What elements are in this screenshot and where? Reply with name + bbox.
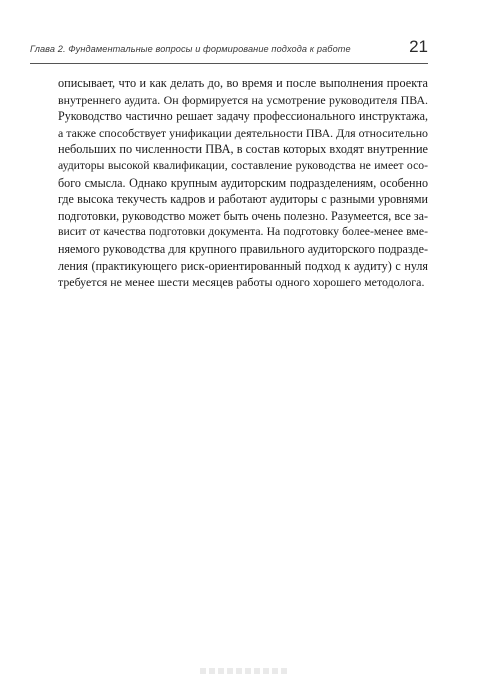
text-line: няемого руководства для крупного правильного аудиторского подразде- xyxy=(58,241,428,256)
body-paragraph xyxy=(58,75,428,291)
text-line: подготовки, руководство может быть очень полезно. Разумеется, все за- xyxy=(58,208,429,223)
text-line: бого смысла. Однако крупным аудиторским подразделениям, особенно xyxy=(58,175,428,190)
text-line: описывает, что и как делать до, во время и после выполнения проекта xyxy=(58,76,428,90)
text-line: а также способствует унификации деятельности ПВА. Для относительно xyxy=(58,125,428,140)
text-line: требуется не менее шести месяцев работы одного хорошего методолога. xyxy=(58,275,425,290)
text-line: где высока текучесть кадров и работают аудиторы с разными уровнями xyxy=(58,192,428,207)
text-line: Руководство частично решает задачу профессионального инструктажа, xyxy=(58,109,428,124)
text-line: внутреннего аудита. Он формируется на усмотрение руководителя ПВА. xyxy=(58,92,428,107)
running-header xyxy=(30,36,428,62)
page-number: 21 xyxy=(409,37,428,56)
chapter-title: Глава 2. Фундаментальные вопросы и формирование подхода к работе xyxy=(30,44,351,54)
text-line: висит от качества подготовки документа. На подготовку более-менее вме- xyxy=(58,225,428,239)
scan-artifact xyxy=(200,668,290,674)
header-divider xyxy=(30,63,428,64)
text-line: аудиторы высокой квалификации, составление руководства не имеет осо- xyxy=(58,158,428,172)
text-line: небольших по численности ПВА, в состав которых входят внутренние xyxy=(58,142,428,157)
text-line: ления (практикующего риск-ориентированный подход к аудиту) с нуля xyxy=(58,258,428,273)
